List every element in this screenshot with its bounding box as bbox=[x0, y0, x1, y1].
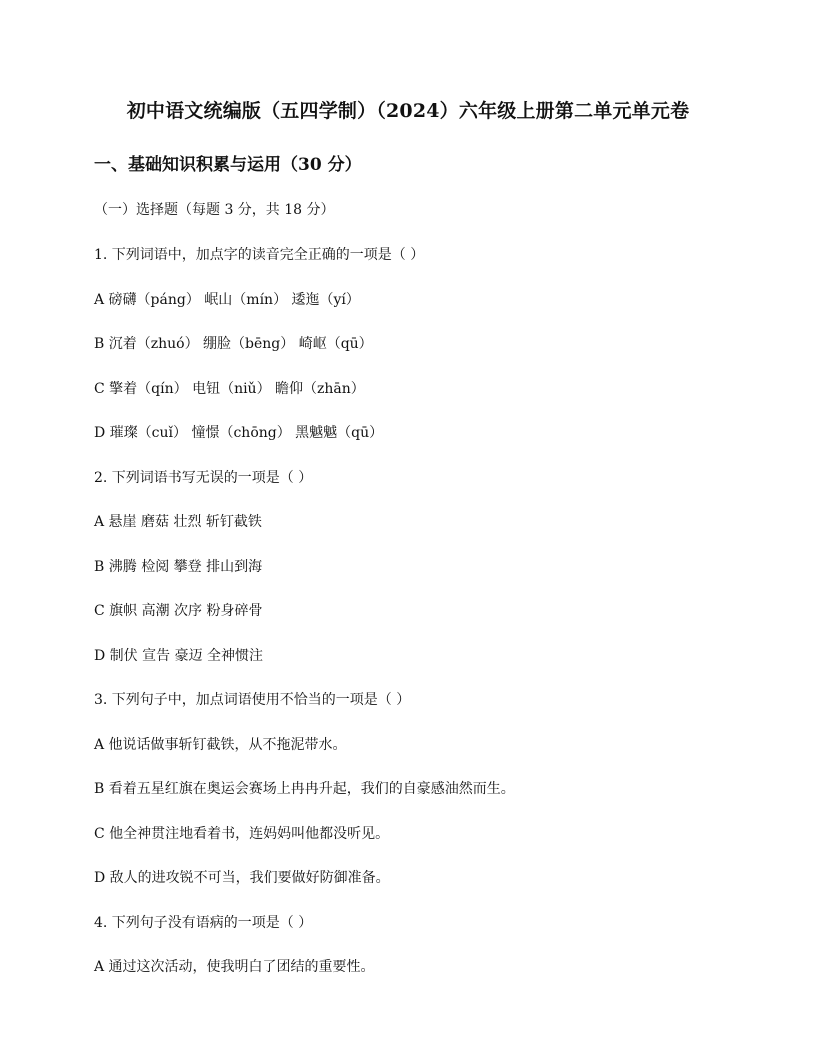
question-1-option-a: A 磅礴（páng） 岷山（mín） 逶迤（yí） bbox=[94, 291, 360, 308]
question-3-option-b: B 看着五星红旗在奥运会赛场上冉冉升起，我们的自豪感油然而生。 bbox=[94, 781, 515, 797]
question-3-option-c: C 他全神贯注地看着书，连妈妈叫他都没听见。 bbox=[94, 825, 390, 842]
question-3-option-d: D 敌人的进攻锐不可当，我们要做好防御准备。 bbox=[94, 870, 390, 886]
section-heading: 一、基础知识积累与运用（30 分） bbox=[94, 155, 362, 175]
question-3-stem: 3. 下列句子中，加点词语使用不恰当的一项是（ ） bbox=[94, 692, 411, 708]
question-2-option-c: C 旗帜 高潮 次序 粉身碎骨 bbox=[94, 603, 263, 619]
question-2-option-b: B 沸腾 检阅 攀登 排山到海 bbox=[94, 558, 263, 575]
question-1-option-c: C 擎着（qín） 电钮（niǔ） 瞻仰（zhān） bbox=[94, 380, 365, 397]
question-list bbox=[94, 244, 774, 1001]
subsection-heading: （一）选择题（每题 3 分，共 18 分） bbox=[94, 202, 335, 218]
document-title: 初中语文统编版（五四学制）（2024）六年级上册第二单元单元卷 bbox=[126, 100, 690, 122]
question-4-option-a: A 通过这次活动，使我明白了团结的重要性。 bbox=[94, 959, 375, 975]
question-1-option-d: D 璀璨（cuǐ） 憧憬（chōng） 黑魆魆（qū） bbox=[94, 425, 384, 441]
question-2-option-d: D 制伏 宣告 豪迈 全神惯注 bbox=[94, 647, 264, 664]
question-2-option-a: A 悬崖 磨菇 壮烈 斩钉截铁 bbox=[94, 514, 262, 530]
question-3-option-a: A 他说话做事斩钉截铁，从不拖泥带水。 bbox=[94, 736, 347, 753]
question-2-stem: 2. 下列词语书写无误的一项是（ ） bbox=[94, 469, 313, 486]
question-1-stem: 1. 下列词语中，加点字的读音完全正确的一项是（ ） bbox=[94, 247, 425, 263]
question-1-option-b: B 沉着（zhuó） 绷脸（bēng） 崎岖（qū） bbox=[94, 336, 373, 352]
question-4-stem: 4. 下列句子没有语病的一项是（ ） bbox=[94, 914, 313, 931]
